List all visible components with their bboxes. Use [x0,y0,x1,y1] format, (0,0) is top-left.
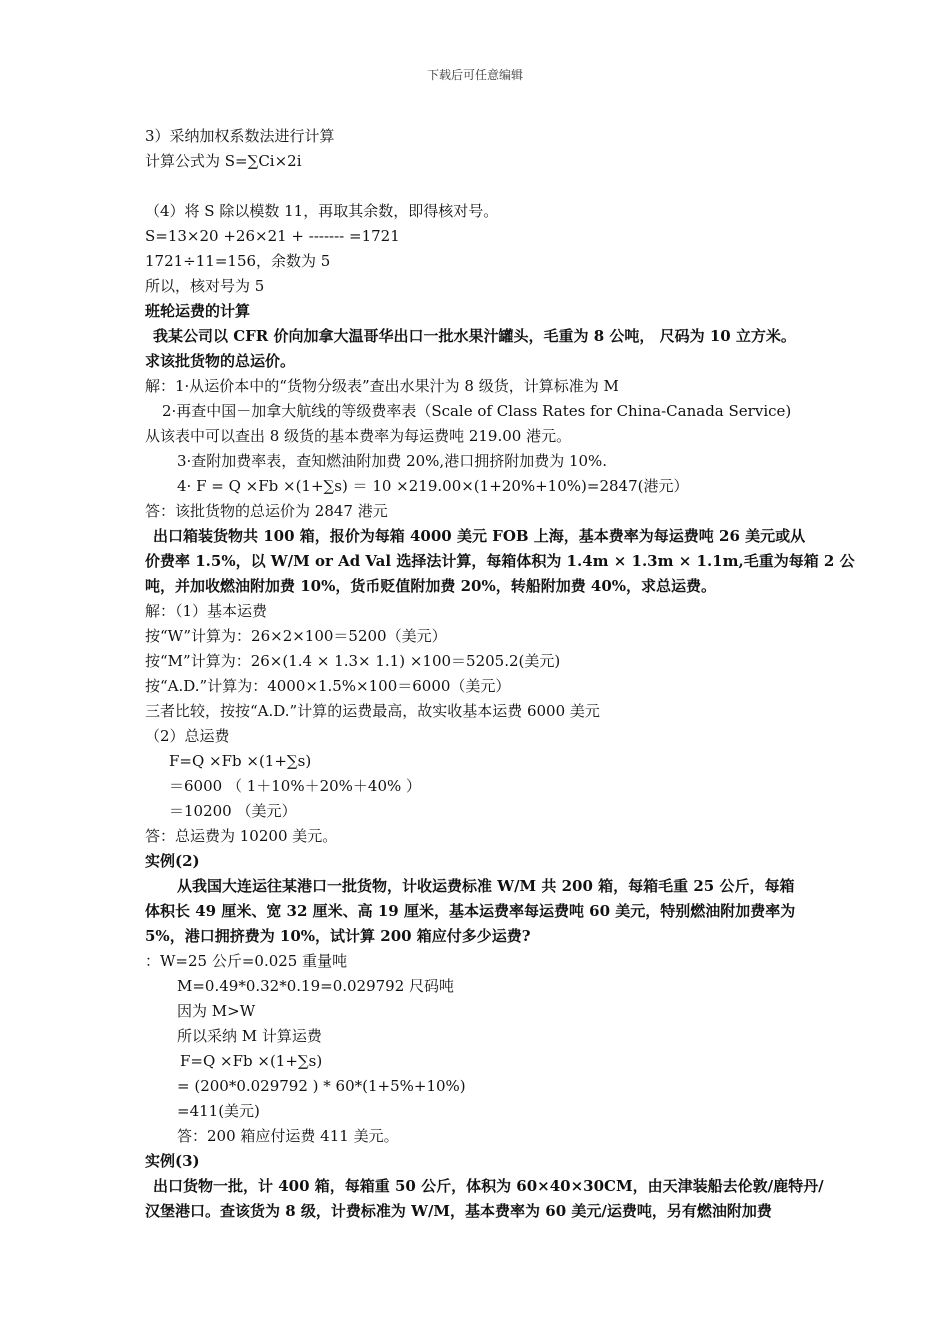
page-header: 下载后可任意编辑 [426,68,523,82]
example-heading: 实例(2) [145,852,200,870]
solution-line: （2）总运费 [145,727,230,745]
solution-line: 从该表中可以查出 8 级货的基本费率为每运费吨 219.00 港元。 [145,427,572,445]
problem-text: 价费率 1.5%，以 W/M or Ad Val 选择法计算，每箱体积为 1.4m × 1.3m × 1.1m,毛重为每箱 2 公 [145,552,855,570]
problem-text: 吨，并加收燃油附加费 10%，货币贬值附加费 20%，转船附加费 40%，求总运费。 [145,577,717,595]
formula-line: 计算公式为 S=∑Ci×2i [145,152,302,170]
problem-text: 汉堡港口。查该货为 8 级，计费标准为 W/M，基本费率为 60 美元/运费吨，另有燃油附加费 [145,1202,772,1220]
formula-line: ＝6000 （ 1＋10%＋20%＋40% ） [169,777,422,795]
example-heading: 实例(3) [145,1152,200,1170]
answer-line: 答：200 箱应付运费 411 美元。 [177,1127,399,1145]
formula-line: 按“W”计算为：26×2×100＝5200（美元） [145,627,447,645]
solution-line: ：W=25 公斤=0.025 重量吨 [145,952,348,970]
formula-line: S=13×20 +26×21 + ------- =1721 [145,227,400,245]
problem-text: 体积长 49 厘米、宽 32 厘米、高 19 厘米，基本运费率每运费吨 60 美元，特别燃油附加费率为 [145,902,796,920]
solution-line: 三者比较，按按“A.D.”计算的运费最高，故实收基本运费 6000 美元 [145,702,600,720]
formula-line: F=Q ×Fb ×(1+∑s) [169,752,312,770]
problem-text: 我某公司以 CFR 价向加拿大温哥华出口一批水果汁罐头，毛重为 8 公吨， 尺码为 10 立方米。 [153,327,796,345]
formula-line: 按“M”计算为：26×(1.4 × 1.3× 1.1) ×100＝5205.2(美元) [145,652,561,670]
problem-text: 求该批货物的总运价。 [145,352,296,370]
problem-text: 5%，港口拥挤费为 10%，试计算 200 箱应付多少运费? [145,927,531,945]
formula-line: =411(美元) [177,1102,260,1120]
solution-line: 3·查附加费率表，查知燃油附加费 20%,港口拥挤附加费为 10%. [177,452,608,470]
problem-text: 出口货物一批，计 400 箱，每箱重 50 公斤，体积为 60×40×30CM，由天津装船去伦敦/鹿特丹/ [153,1177,824,1195]
document-body [145,124,855,1224]
formula-line: 1721÷11=156，余数为 5 [145,252,331,270]
solution-line: 2·再查中国－加拿大航线的等级费率表（Scale of Class Rates for China-Canada Service) [162,402,792,420]
solution-line: 解：1·从运价本中的“货物分级表”查出水果汁为 8 级货，计算标准为 M [145,377,619,395]
answer-line: 答：总运费为 10200 美元。 [145,827,338,845]
text-line: 3）采纳加权系数法进行计算 [145,127,335,145]
blank-line [145,174,825,199]
solution-line: 所以采纳 M 计算运费 [177,1027,322,1045]
solution-line: 解：（1）基本运费 [145,602,268,620]
formula-line: = (200*0.029792 ) * 60*(1+5%+10%) [177,1077,466,1095]
formula-line: M=0.49*0.32*0.19=0.029792 尺码吨 [177,977,455,995]
text-line: （4）将 S 除以模数 11，再取其余数，即得核对号。 [145,202,499,220]
formula-line: 按“A.D.”计算为：4000×1.5%×100＝6000（美元） [145,677,511,695]
formula-line: ＝10200 （美元） [169,802,297,820]
formula-line: 4· F = Q ×Fb ×(1+∑s) ＝ 10 ×219.00×(1+20%+10%)=2847(港元） [177,477,689,495]
section-heading: 班轮运费的计算 [145,302,251,320]
problem-text: 从我国大连运往某港口一批货物，计收运费标准 W/M 共 200 箱，每箱毛重 25 公斤，每箱 [177,877,795,895]
solution-line: 因为 M>W [177,1002,256,1020]
problem-text: 出口箱装货物共 100 箱，报价为每箱 4000 美元 FOB 上海，基本费率为每运费吨 26 美元或从 [153,527,806,545]
formula-line: F=Q ×Fb ×(1+∑s) [180,1052,323,1070]
answer-line: 答：该批货物的总运价为 2847 港元 [145,502,388,520]
text-line: 所以，核对号为 5 [145,277,265,295]
